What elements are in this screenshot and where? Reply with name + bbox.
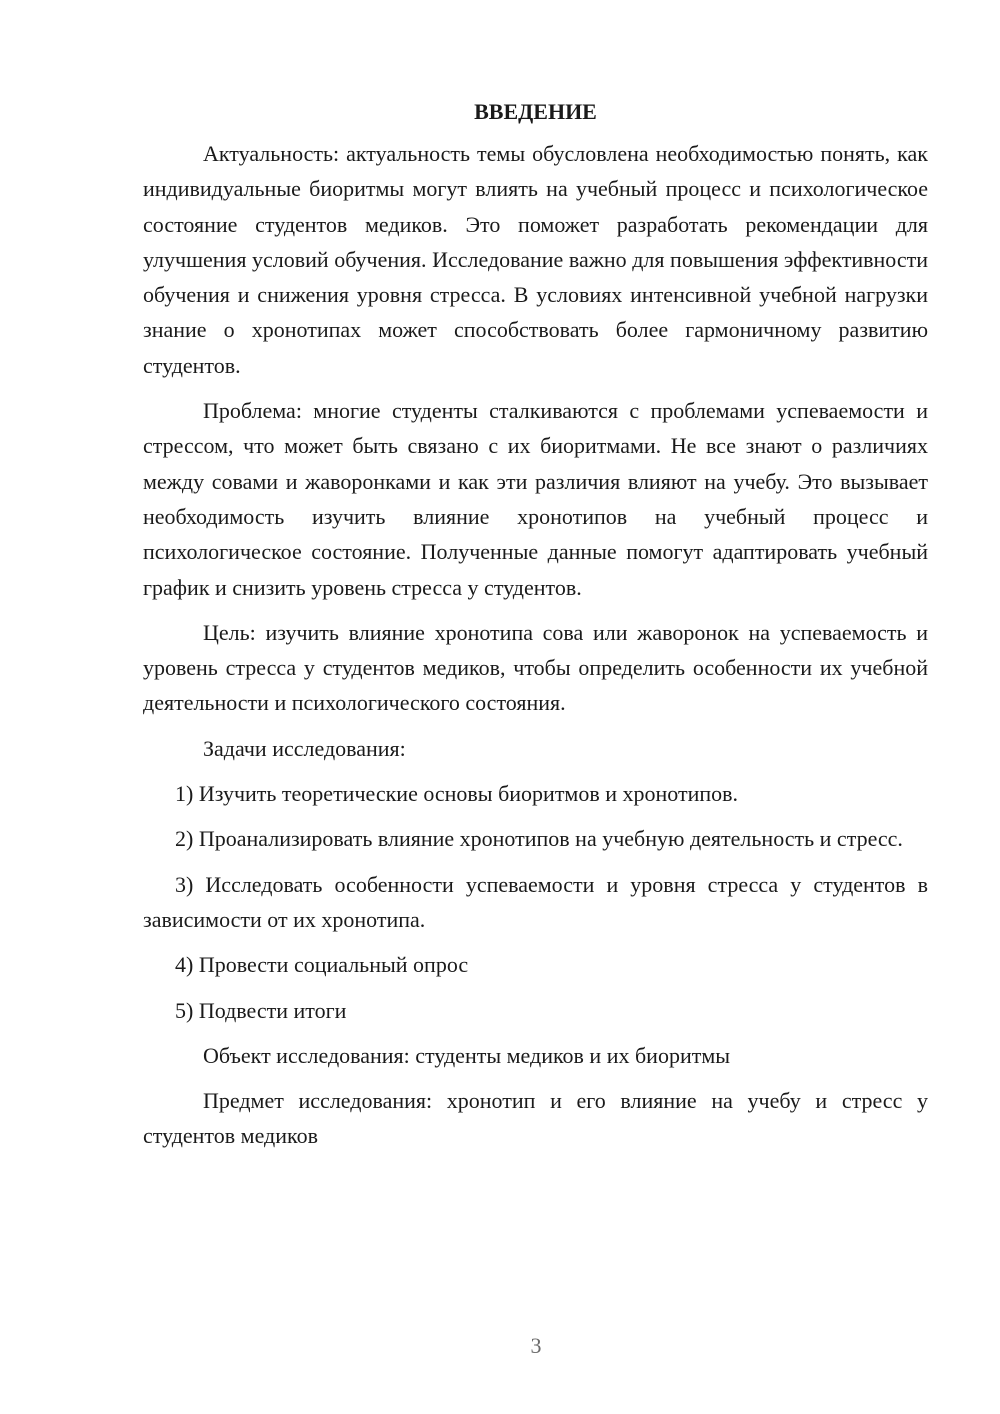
document-title: ВВЕДЕНИЕ (474, 99, 597, 124)
task-item-3: 3) Исследовать особенности успеваемости и уровня стресса у студентов в зависимости от их хронотипа. (143, 871, 928, 932)
paragraph-goal: Цель: изучить влияние хронотипа сова или жаворонок на успеваемость и уровень стресса у студентов медиков, чтобы определить особенности их учебной деятельности и психологического состояния. (143, 619, 928, 716)
task-item-2: 2) Проанализировать влияние хронотипов на учебную деятельность и стресс. (175, 826, 903, 852)
paragraph-relevance: Актуальность: актуальность темы обусловлена необходимостью понять, как индивидуальные биоритмы могут влиять на учебный процесс и психологическое состояние студентов медиков. Это поможет разработать рекомендации для улучшения условий обучения. Исследование важно для повышения эффективности обучения и снижения уровня стресса. В условиях интенсивной учебной нагрузки знание о хронотипах может способствовать более гармоничному развитию студентов. (143, 141, 928, 378)
page-number: 3 (530, 1333, 542, 1358)
tasks-heading: Задачи исследования: (203, 735, 406, 761)
task-item-1: 1) Изучить теоретические основы биоритмов и хронотипов. (175, 781, 739, 807)
page-content (143, 96, 928, 1164)
task-item-5: 5) Подвести итоги (175, 997, 347, 1023)
task-item-4: 4) Провести социальный опрос (175, 952, 469, 978)
paragraph-subject: Предмет исследования: хронотип и его влияние на учебу и стресс у студентов медиков (143, 1088, 928, 1149)
paragraph-problem: Проблема: многие студенты сталкиваются с проблемами успеваемости и стрессом, что может быть связано с их биоритмами. Не все знают о различиях между совами и жаворонками и как эти различия влияют на учебу. Это вызывает необходимость изучить влияние хронотипов на учебный процесс и психологическое состояние. Полученные данные помогут адаптировать учебный график и снизить уровень стресса у студентов. (143, 398, 928, 600)
paragraph-object: Объект исследования: студенты медиков и их биоритмы (203, 1042, 731, 1068)
